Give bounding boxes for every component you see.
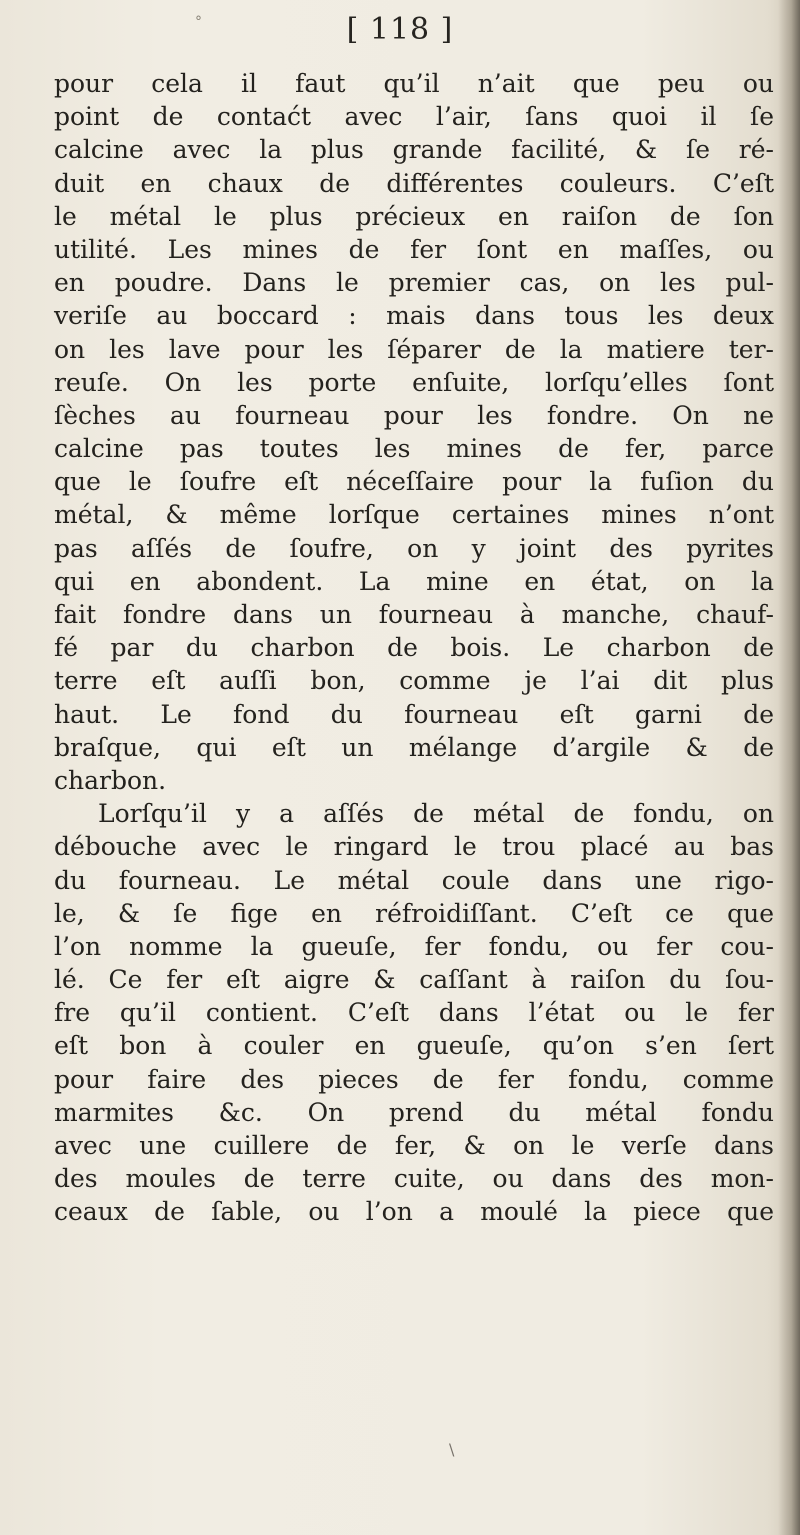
text-line: du fourneau. Le métal coule dans une rigo- [54, 865, 774, 895]
text-line: on les lave pour les ſéparer de la matiere ter- [54, 334, 774, 364]
text-line: pour cela il faut qu’il n’ait que peu ou [54, 69, 774, 98]
text-line: fre qu’il contient. C’eſt dans l’état ou le fer [54, 998, 774, 1028]
page-number: [ 118 ] [346, 12, 454, 47]
page-edge-shadow [778, 0, 800, 1535]
text-line: pour faire des pieces de fer fondu, comme [54, 1064, 774, 1094]
text-line: que le ſoufre eſt néceſſaire pour la fuſion du [54, 467, 774, 497]
text-line: haut. Le fond du fourneau eſt garni de [54, 699, 774, 729]
stray-ink-mark: \ [449, 1440, 455, 1459]
paragraph-start-line: Lorſqu’il y a aſſés de métal de fondu, on [98, 799, 774, 829]
text-line: point de contaćt avec l’air, ſans quoi il ſe [54, 102, 774, 132]
text-line: débouche avec le ringard le trou placé au bas [54, 832, 774, 862]
text-line: reuſe. On les porte enſuite, lorſqu’elles ſont [54, 367, 774, 397]
text-line: des moules de terre cuite, ou dans des mon- [54, 1164, 774, 1194]
text-line: l’on nomme la gueuſe, fer fondu, ou fer cou- [54, 931, 774, 961]
text-line: le métal le plus précieux en raiſon de ſon [54, 201, 774, 231]
text-line: lé. Ce fer eſt aigre & caſſant à raiſon du ſou- [54, 965, 774, 995]
text-line: le, & ſe fige en réfroidiſſant. C’eſt ce que [54, 898, 774, 928]
text-line: braſque, qui eſt un mélange d’argile & de [54, 732, 774, 762]
text-line: calcine pas toutes les mines de fer, parce [54, 434, 774, 464]
text-line: pas aſſés de ſoufre, on y joint des pyrites [54, 533, 774, 563]
text-line: veriſe au boccard : mais dans tous les deux [54, 301, 774, 331]
body-text [54, 67, 774, 1229]
text-line: utilité. Les mines de fer ſont en maſſes, ou [54, 234, 774, 264]
text-line: terre eſt auſſi bon, comme je l’ai dit plus [54, 666, 774, 696]
text-line: calcine avec la plus grande facilité, & ſe ré- [54, 135, 774, 165]
stray-print-mark: ° [195, 14, 202, 30]
text-line: eſt bon à couler en gueuſe, qu’on s’en ſert [54, 1031, 774, 1061]
text-line: fait fondre dans un fourneau à manche, chauf- [54, 600, 774, 629]
text-line: en poudre. Dans le premier cas, on les pul- [54, 268, 774, 298]
text-line: ceaux de ſable, ou l’on a moulé la piece que [54, 1197, 774, 1227]
text-line: fé par du charbon de bois. Le charbon de [54, 633, 774, 663]
text-line: avec une cuillere de fer, & on le verſe dans [54, 1131, 774, 1160]
text-line: duit en chaux de différentes couleurs. C’eſt [54, 168, 774, 198]
text-line: marmites &c. On prend du métal fondu [54, 1097, 774, 1127]
paragraph-end-line: charbon. [54, 765, 167, 795]
text-line: métal, & même lorſque certaines mines n’ont [54, 500, 774, 530]
text-line: ſèches au fourneau pour les fondre. On ne [54, 400, 774, 430]
text-line: qui en abondent. La mine en état, on la [54, 566, 774, 596]
